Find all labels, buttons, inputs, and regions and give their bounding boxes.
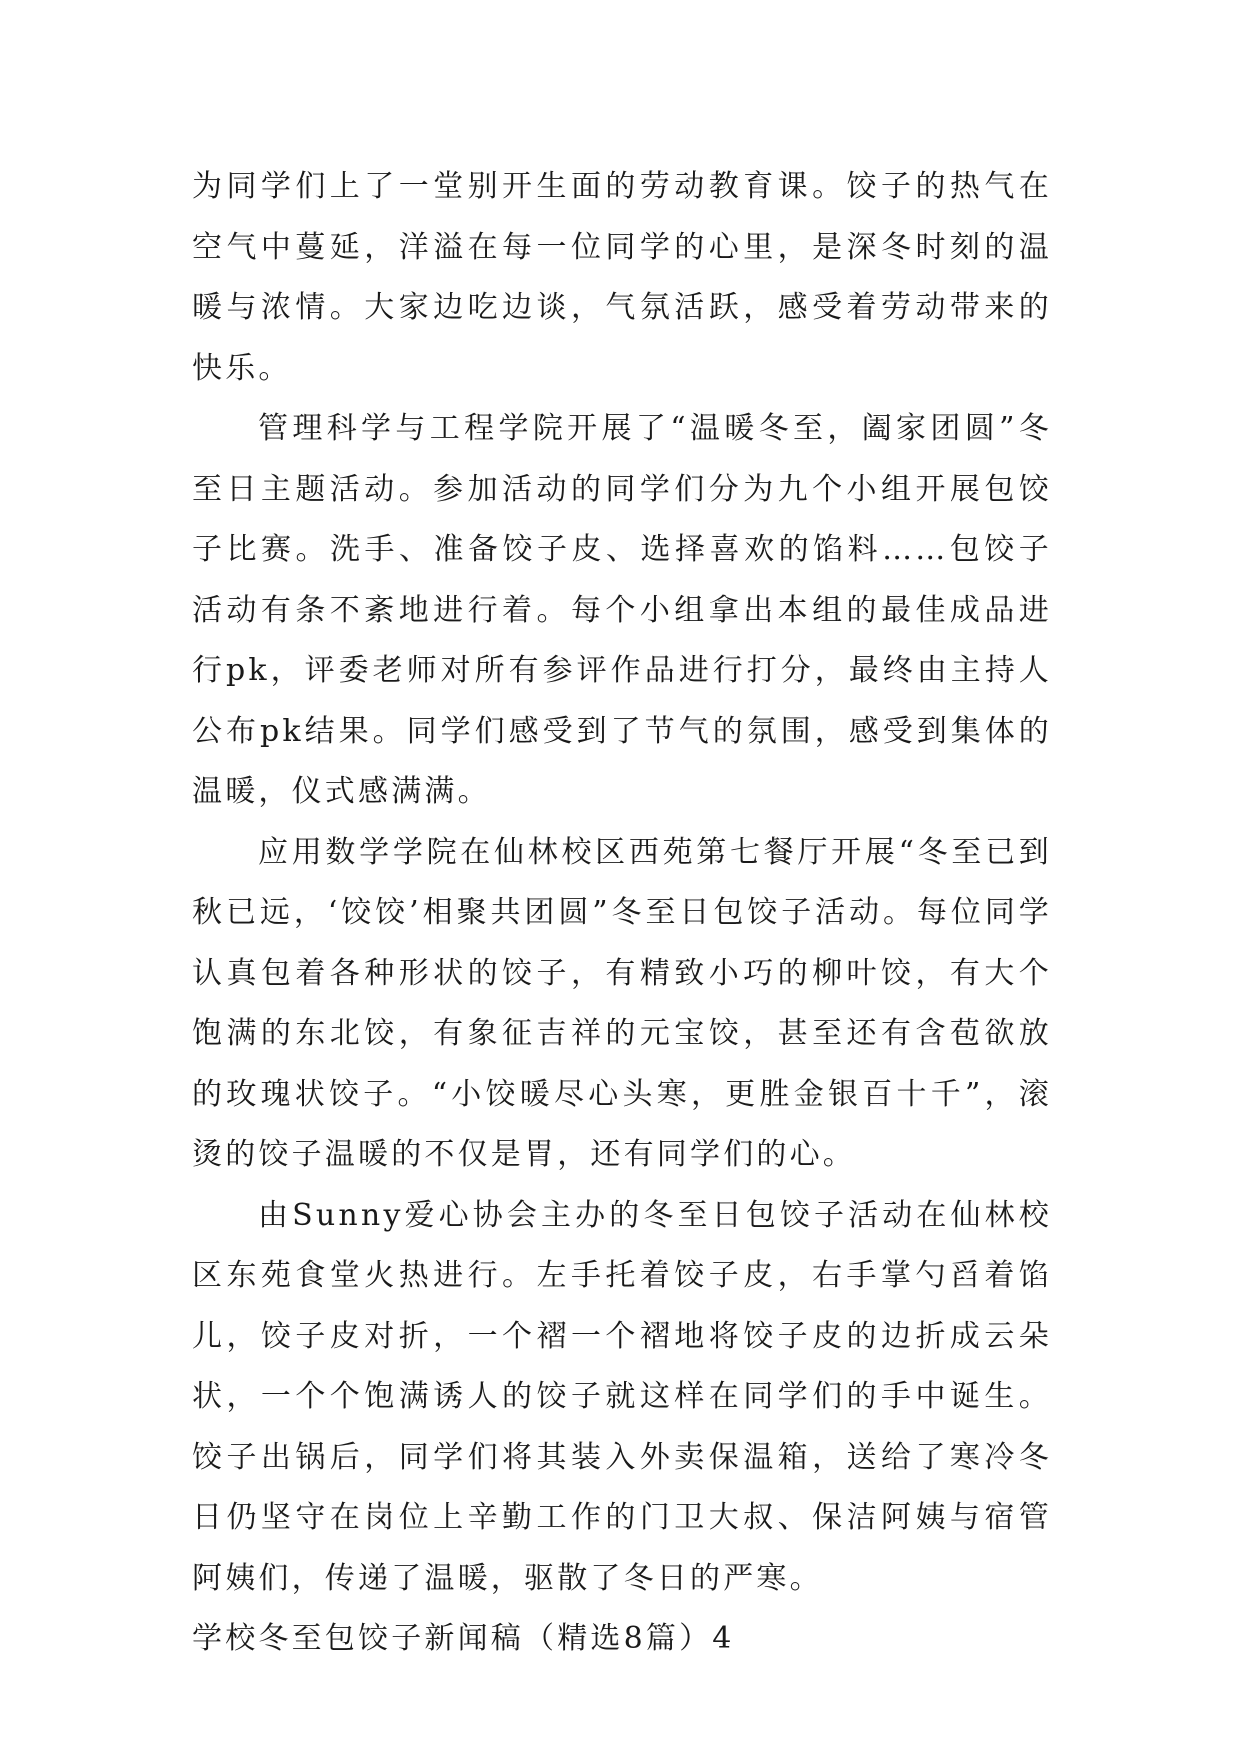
document-page xyxy=(192,157,1052,1670)
paragraph-4: 由Sunny爱心协会主办的冬至日包饺子活动在仙林校区东苑食堂火热进行。左手托着饺子皮，右手掌勺舀着馅儿，饺子皮对折，一个褶一个褶地将饺子皮的边折成云朵状，一个个饱满诱人的饺子就这样在同学们的手中诞生。饺子出锅后，同学们将其装入外卖保温箱，送给了寒冷冬日仍坚守在岗位上辛勤工作的门卫大叔、保洁阿姨与宿管阿姨们，传递了温暖，驱散了冬日的严寒。 xyxy=(192,1197,1052,1596)
paragraph-1: 为同学们上了一堂别开生面的劳动教育课。饺子的热气在空气中蔓延，洋溢在每一位同学的心里，是深冬时刻的温暖与浓情。大家边吃边谈，气氛活跃，感受着劳动带来的快乐。 xyxy=(192,169,1052,386)
paragraph-3: 应用数学学院在仙林校区西苑第七餐厅开展“冬至已到秋已远，‘饺饺’相聚共团圆”冬至日包饺子活动。每位同学认真包着各种形状的饺子，有精致小巧的柳叶饺，有大个饱满的东北饺，有象征吉祥的元宝饺，甚至还有含苞欲放的玫瑰状饺子。“小饺暖尽心头寒，更胜金银百十千”，滚烫的饺子温暖的不仅是胃，还有同学们的心。 xyxy=(192,834,1052,1172)
paragraph-2: 管理科学与工程学院开展了“温暖冬至，阖家团圆”冬至日主题活动。参加活动的同学们分为九个小组开展包饺子比赛。洗手、准备饺子皮、选择喜欢的馅料……包饺子活动有条不紊地进行着。每个小组拿出本组的最佳成品进行pk，评委老师对所有参评作品进行打分，最终由主持人公布pk结果。同学们感受到了节气的氛围，感受到集体的温暖，仪式感满满。 xyxy=(192,411,1052,809)
section-heading: 学校冬至包饺子新闻稿（精选8篇）4 xyxy=(192,1621,735,1656)
